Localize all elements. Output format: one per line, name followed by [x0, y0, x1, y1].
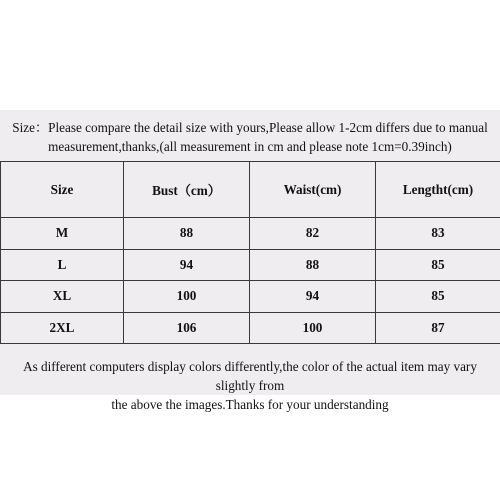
cell-size: L [1, 249, 124, 281]
table-header-row [1, 162, 500, 218]
cell-size: 2XL [1, 312, 124, 344]
cell-waist: 82 [250, 218, 376, 250]
header-length: Lengtht(cm) [376, 162, 500, 218]
cell-size: M [1, 218, 124, 250]
cell-length: 85 [376, 281, 500, 313]
cell-bust: 100 [124, 281, 250, 313]
cell-waist: 88 [250, 249, 376, 281]
cell-bust: 106 [124, 312, 250, 344]
cell-bust: 88 [124, 218, 250, 250]
cell-length: 87 [376, 312, 500, 344]
header-waist: Waist(cm) [250, 162, 376, 218]
cell-size: XL [1, 281, 124, 313]
cell-length: 83 [376, 218, 500, 250]
note-line-2: the above the images.Thanks for your understanding [111, 397, 389, 412]
table-row [1, 218, 500, 250]
table-row [1, 312, 500, 344]
intro-line-1: Size：Please compare the detail size with yours,Please allow 1-2cm differs due to manual [12, 120, 488, 135]
cell-waist: 100 [250, 312, 376, 344]
cell-length: 85 [376, 249, 500, 281]
color-disclaimer-text [2, 357, 498, 414]
cell-bust: 94 [124, 249, 250, 281]
size-intro-text [6, 118, 494, 156]
table-row [1, 281, 500, 313]
header-size: Size [1, 162, 124, 218]
intro-line-2: measurement,thanks,(all measurement in cm and please note 1cm=0.39inch) [48, 139, 452, 154]
cell-waist: 94 [250, 281, 376, 313]
size-table [0, 161, 500, 344]
table-row [1, 249, 500, 281]
header-bust: Bust（cm） [124, 162, 250, 218]
note-line-1: As different computers display colors differently,the color of the actual item may vary slightly from [23, 359, 477, 393]
